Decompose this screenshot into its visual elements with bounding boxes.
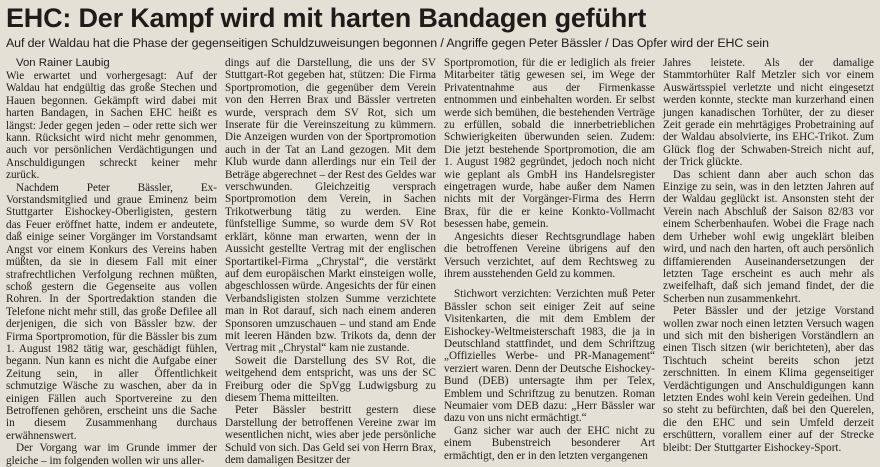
column-4 [663, 57, 874, 467]
article-columns [6, 57, 874, 467]
paragraph: Das schient dann aber auch schon das Einzige zu sein, was in den letzten Jahren auf der Waldau geglückt ist. Ansonsten steht der Verein nach Abschluß der Saison 82/83 vor einem Scherbenhaufen. Wobei die Frage nach dem Urheber wohl ewig ungeklärt bleiben wird, und nach den harten, oft auch persönlich diffamierenden Auseinandersetzungen der letzten Tage erscheint es auch mehr als zweifelhaft, daß sich jemand findet, der die Scherben nun zusammenkehrt. [663, 168, 874, 305]
paragraph-gap [444, 280, 655, 288]
paragraph: Wie erwartet und vorhergesagt: Auf der Waldau hat endgültig das große Stechen und Hauen begonnen. Gekämpft wird dabei mit harten Bandagen, in Sachen EHC heißt es längst: Jeder gegen jeden – oder rette sich wer kann. Rücksicht wird nicht mehr genommen, auch vor persönlichen Verdächtigungen und Anschuldigungen schreckt keiner mehr zurück. [6, 70, 217, 182]
paragraph: Nachdem Peter Bässler, Ex-Vorstandsmitglied und graue Eminenz beim Stuttgarter Eishockey-Oberligisten, gestern das Feuer eröffnet hatte, indem er andeutete, daß einige seiner Vorgänger im Vorstandsamt Angst vor einem Konkurs des Vereins haben müßten, da sie in diesem Fall mit einer strafrechtlichen Verfolgung rechnen müßten, schoß gestern die Gegenseite aus vollen Rohren. In der Sportredaktion standen die Telefone nicht mehr still, das große Defilee all derjenigen, die sich von Bässler bzw. der Firma Sportpromotion, für die Bässler bis zum 1. August 1982 tätig war, geschädigt fühlen, begann. Nun kann es nicht die Aufgabe einer Zeitung sein, in aller Öffentlichkeit schmutzige Wäsche zu waschen, aber da in einigen Fällen auch Sportvereine zu den Betroffenen gehören, erscheint uns die Sache in diesem Zusammenhang durchaus erwähnenswert. [6, 181, 217, 442]
paragraph: Peter Bässler und der jetzige Vorstand wollen zwar noch einen letzten Versuch wagen und sich mit den bisherigen Vorständlern an einen Tisch sitzen (wir berichteten), aber das Tischtuch scheint bereits schon jetzt zerschnitten. In einem Klima gegenseitiger Verdächtigungen und Anschuldigungen kann letzten Endes wohl kein Verein gedeihen. Und so steht zu befürchten, daß bei den Querelen, die den EHC und sein Umfeld derzeit erschüttern, vorallem einer auf der Strecke bleibt: Der Stuttgarter Eishockey-Sport. [663, 305, 874, 454]
paragraph: Soweit die Darstellung des SV Rot, die weitgehend dem entspricht, was uns der SC Freiburg oder die SpVgg Ludwigsburg zu diesem Thema mitteilten. [225, 354, 436, 404]
author-byline: Von Rainer Laubig [16, 57, 110, 69]
paragraph: Jahres leistete. Als der damalige Stammtorhüter Ralf Metzler sich vor einem Auswärtsspiel verletzte und nicht eingesetzt werden konnte, steckte man kurzerhand einen jungen kanadischen Torhüter, der zu dieser Zeit gerade ein mehrtägiges Probetraining auf der Waldau absolvierte, ins EHC-Trikot. Zum Glück flog der Schwaben-Streich nicht auf, der Trick glückte. [663, 57, 874, 169]
column-3 [444, 57, 655, 467]
paragraph: Angesichts dieser Rechtsgrundlage haben die betroffenen Vereine übrigens auf den Versuch verzichtet, auf dem Rechtsweg zu ihrem ausstehenden Geld zu kommen. [444, 230, 655, 280]
headline: EHC: Der Kampf wird mit harten Bandagen geführt [6, 3, 647, 33]
subheadline: Auf der Waldau hat die Phase der gegenseitigen Schuldzuweisungen begonnen / Angriffe gegen Peter Bässler / Das Opfer wird der EHC sein [6, 36, 769, 50]
column-2 [225, 57, 436, 467]
paragraph: Der Vorgang war im Grunde immer der gleiche – im folgenden wollen wir uns aller- [6, 442, 217, 467]
paragraph: Stichwort verzichten: Verzichten muß Peter Bässler schon seit einiger Zeit auf seine Visitenkarten, die mit dem Emblem der Eishockey-Weltmeisterschaft 1983, die ja in Deutschland stattfindet, und dem Schriftzug „Offizielles Werbe- und PR-Management“ verziert waren. Denn der Deutsche Eishockey-Bund (DEB) untersagte ihm per Telex, Emblem und Schriftzug zu benutzen. Roman Neumaier vom DEB dazu: „Herr Bässler war dazu von uns nicht ermächtigt.“ [444, 288, 655, 425]
paragraph: Ganz sicher war auch der EHC nicht zu einem Bubenstreich besonderer Art ermächtigt, den er in den letzten vergangenen [444, 424, 655, 462]
column-1 [6, 57, 217, 467]
paragraph: Sportpromotion, für die er lediglich als freier Mitarbeiter tätig gewesen sei, im Wege der Privatentnahme aus der Firmenkasse entnommen und einbehalten worden. Er selbst werde sich bemühen, die bestehenden Verträge zu erfüllen, sobald die innerbetrieblichen Schwierigkeiten überwunden seien. Zudem: Die jetzt bestehende Sportpromotion, die am 1. August 1982 gegründet, jedoch noch nicht wie geplant als GmbH ins Handelsregister eingetragen wurde, habe außer dem Namen nichts mit der Vorgänger-Firma des Herrn Brax, für die er keine Konkto-Vollmacht besessen habe, gemein. [444, 57, 655, 231]
paragraph: dings auf die Darstellung, die uns der SV Stuttgart-Rot gegeben hat, stützen: Die Firma Sportpromotion, die gegenüber dem Verein von den Herren Brax und Bässler vertreten wurde, versprach dem SV Rot, sich um Inserate für die Vereinszeitung zu kümmern. Die Anzeigen wurden von der Sportpromotion auch in der Tat an Land gezogen. Mit dem Klub wurde dann allerdings nur ein Teil der Beträge abgerechnet – der Rest des Geldes war verschwunden. Gleichzeitig versprach Sportpromotion dem Verein, in Sachen Trikotwerbung tätig zu werden. Eine fünfstellige Summe, so wurde dem SV Rot erklärt, könne man erwarten, wenn der in Aussicht gestellte Vertrag mit der englischen Sportartikel-Firma „Chrystal“, die verstärkt auf dem europäischen Markt einsteigen wolle, abgeschlossen würde. Angesichts der für einen Verbandsligisten stolzen Summe verzichtete man in Rot darauf, sich nach einem anderen Sponsoren umzuschauen – und stand am Ende mit leeren Händen bzw. Trikots da, denn der Vertrag mit „Chrystal“ kam nie zustande. [225, 57, 436, 355]
paragraph: Peter Bässler bestritt gestern diese Darstellung der betroffenen Vereine zwar im wesentlichen nicht, wies aber jede persönliche Schuld von sich. Das Geld sei von Herrn Brax, dem damaligen Besitzer der [225, 404, 436, 466]
